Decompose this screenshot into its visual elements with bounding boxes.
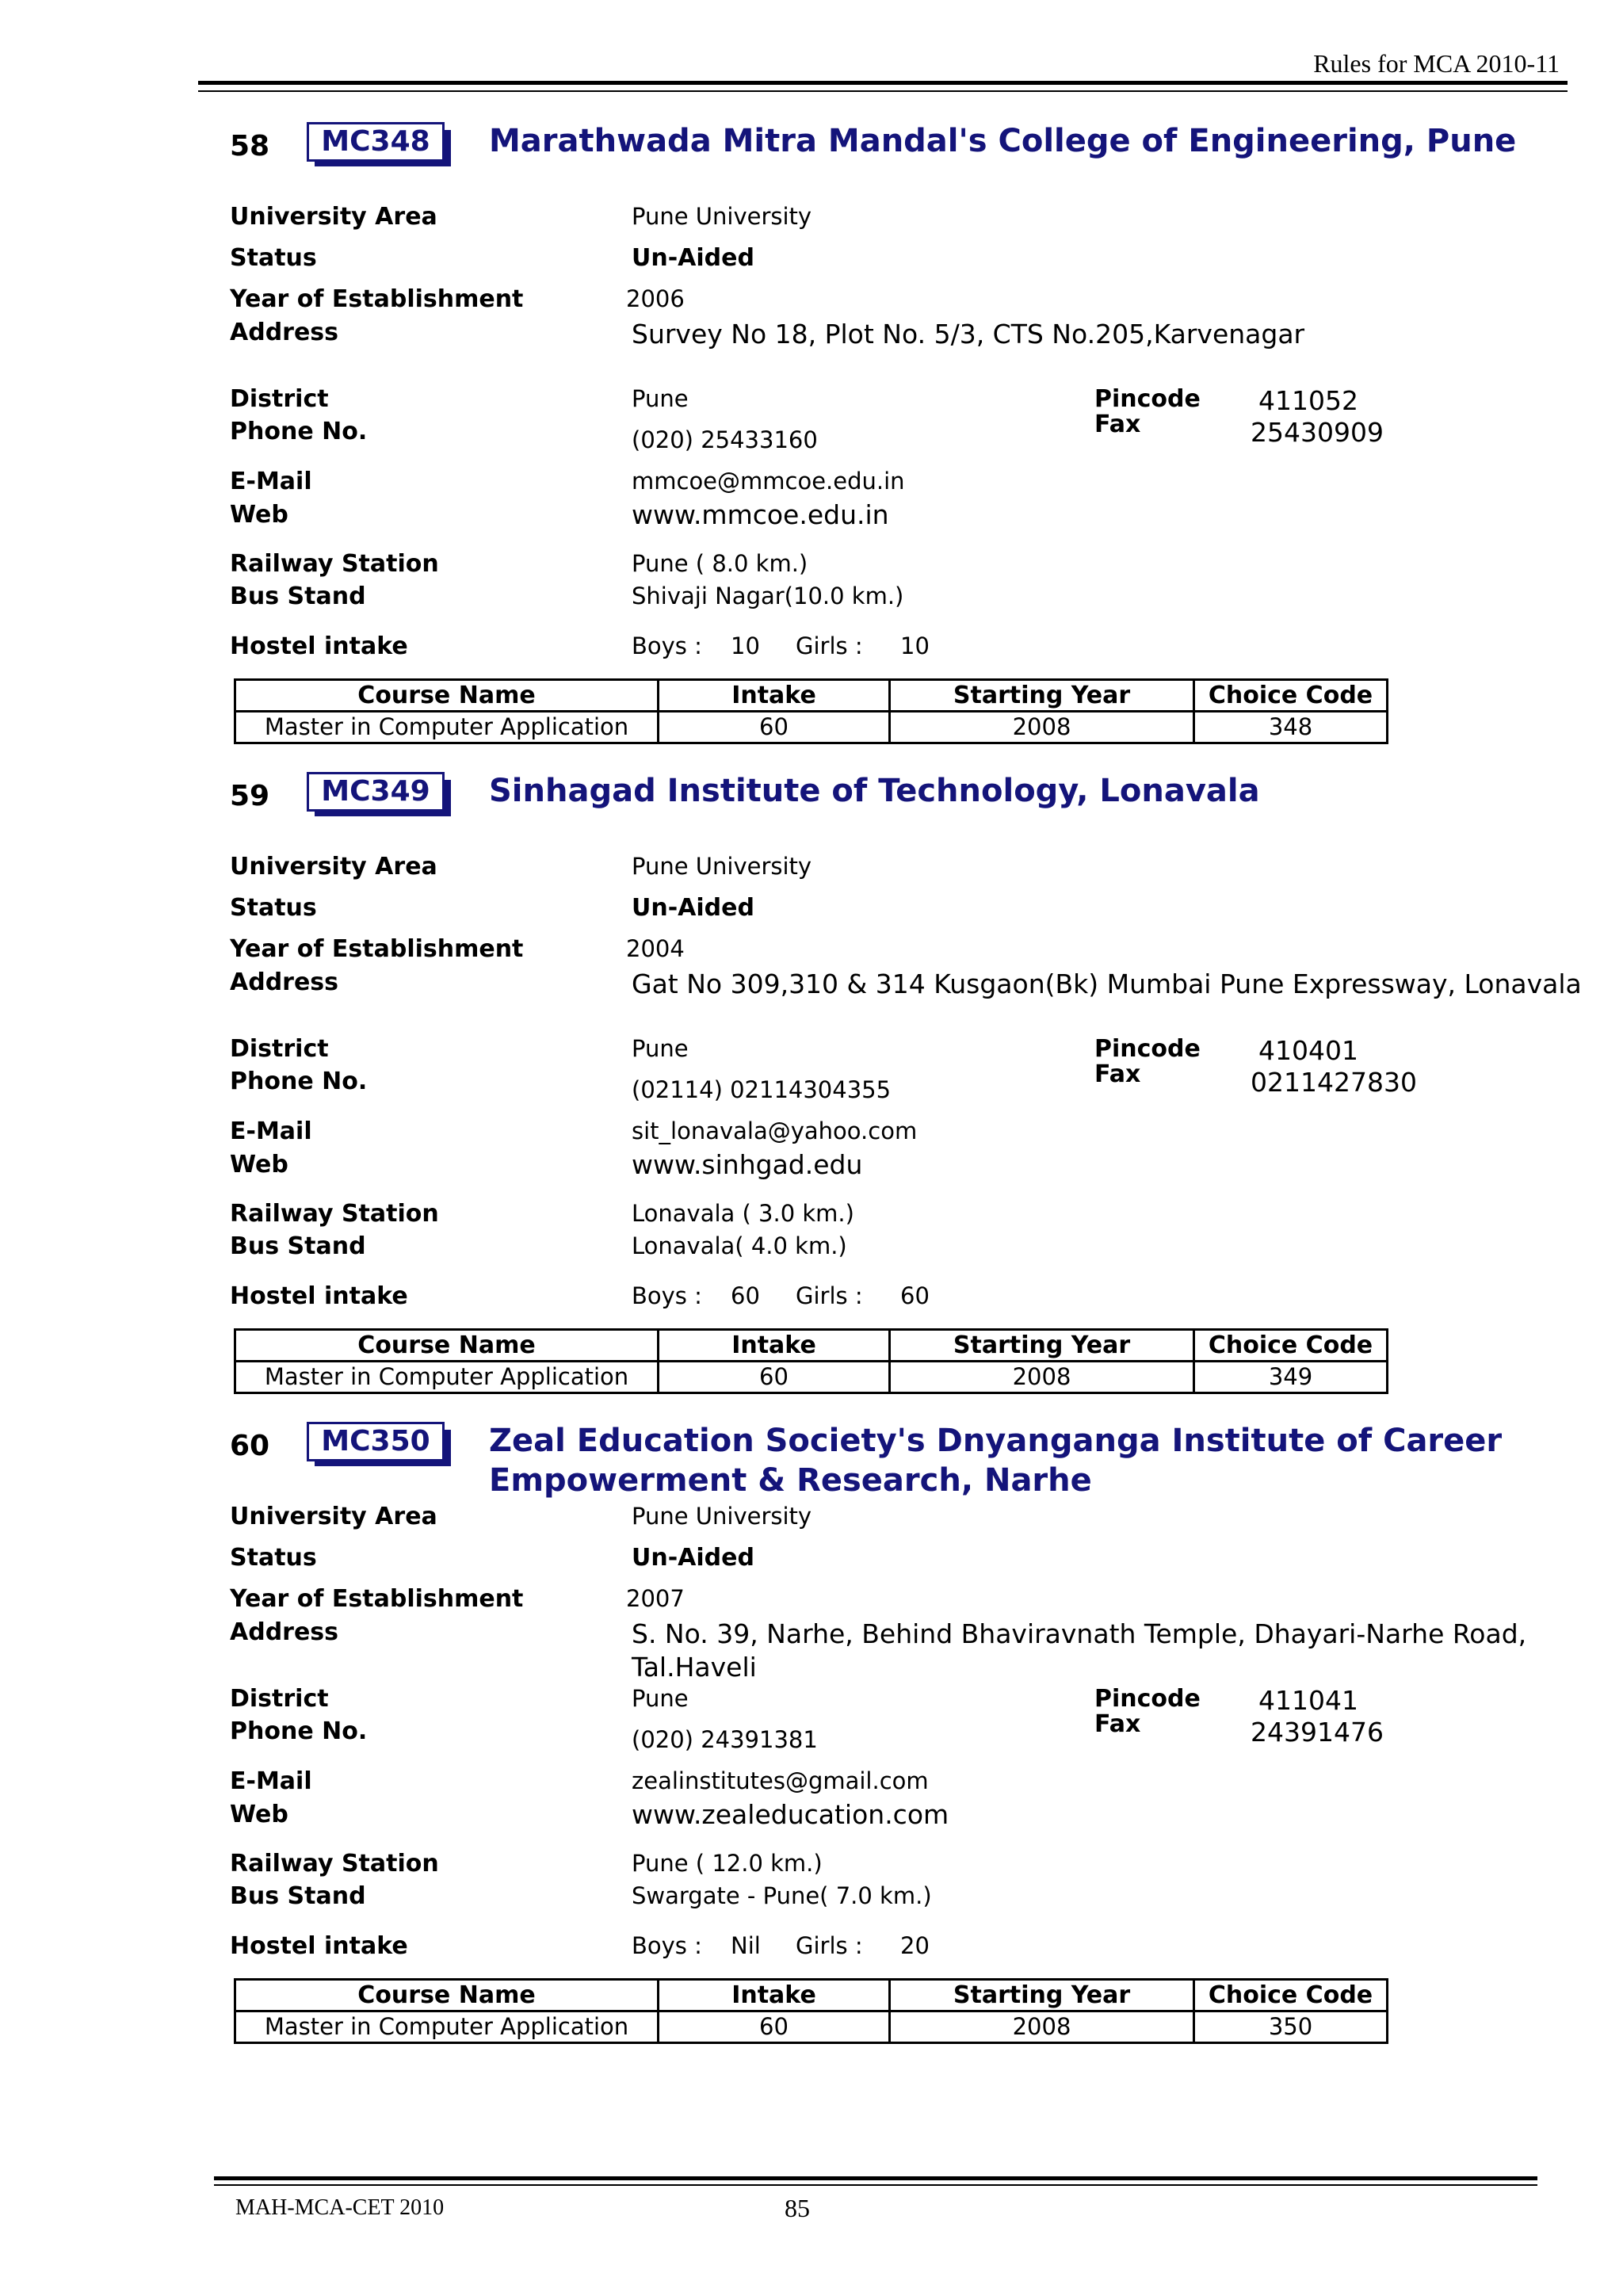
label-pincode: Pincode: [1094, 385, 1201, 413]
boys-value: 10: [731, 632, 760, 659]
college-code-badge: [307, 122, 451, 166]
course-start: 2008: [890, 712, 1194, 743]
college-entry: [0, 0, 1623, 740]
label-district: District: [230, 1035, 329, 1063]
label-address: Address: [230, 319, 339, 346]
course-name: Master in Computer Application: [235, 1362, 659, 1393]
boys-value: Nil: [731, 1932, 761, 1959]
railway-value: Pune ( 12.0 km.): [632, 1850, 823, 1877]
running-header: Rules for MCA 2010-11: [1313, 49, 1560, 78]
label-status: Status: [230, 894, 317, 922]
course-table: [234, 1978, 1388, 2044]
girls-value: 60: [900, 1282, 930, 1309]
label-hostel: Hostel intake: [230, 632, 408, 660]
label-university-area: University Area: [230, 853, 437, 881]
table-header-row: [235, 1980, 1388, 2011]
label-pincode: Pincode: [1094, 1035, 1201, 1063]
railway-value: Pune ( 8.0 km.): [632, 550, 808, 577]
address-line-1: S. No. 39, Narhe, Behind Bhaviravnath Temple, Dhayari-Narhe Road,: [632, 1618, 1527, 1649]
college-entry: [0, 650, 1623, 1390]
label-fax: Fax: [1094, 1710, 1141, 1738]
label-hostel: Hostel intake: [230, 1932, 408, 1960]
address-line-2: Tal.Haveli: [632, 1652, 757, 1683]
page-number: 85: [785, 2194, 810, 2222]
label-status: Status: [230, 244, 317, 272]
label-bus: Bus Stand: [230, 1882, 366, 1910]
email-value: zealinstitutes@gmail.com: [632, 1767, 929, 1794]
header-starting-year: Starting Year: [890, 1330, 1194, 1362]
header-choice-code: Choice Code: [1194, 1980, 1388, 2011]
status-value: Un-Aided: [632, 894, 754, 922]
fax-value: 0211427830: [1251, 1067, 1417, 1098]
label-railway: Railway Station: [230, 550, 439, 578]
pincode-value: 410401: [1258, 1035, 1358, 1066]
label-year: Year of Establishment: [230, 1585, 524, 1613]
label-railway: Railway Station: [230, 1200, 439, 1228]
label-email: E-Mail: [230, 1767, 312, 1795]
university-area-value: Pune University: [632, 203, 812, 230]
address-line-1: Gat No 309,310 & 314 Kusgaon(Bk) Mumbai Pune Expressway, Lonavala: [632, 968, 1582, 999]
boys-value: 60: [731, 1282, 760, 1309]
college-name-line-2: Empowerment & Research, Narhe: [489, 1462, 1092, 1499]
label-phone: Phone No.: [230, 418, 368, 445]
footer-rule-thick: [214, 2176, 1537, 2180]
label-year: Year of Establishment: [230, 285, 524, 313]
label-year: Year of Establishment: [230, 935, 524, 963]
label-phone: Phone No.: [230, 1068, 368, 1095]
header-starting-year: Starting Year: [890, 680, 1194, 712]
course-name: Master in Computer Application: [235, 712, 659, 743]
railway-value: Lonavala ( 3.0 km.): [632, 1200, 854, 1227]
web-value: www.mmcoe.edu.in: [632, 499, 889, 530]
entry-number: 59: [230, 780, 270, 812]
girls-value: 10: [900, 632, 930, 659]
year-value: 2007: [626, 1585, 685, 1612]
label-boys: Boys :: [632, 1932, 702, 1959]
footer-rule-thin: [214, 2184, 1537, 2186]
label-address: Address: [230, 1618, 339, 1646]
label-university-area: University Area: [230, 1503, 437, 1530]
header-choice-code: Choice Code: [1194, 680, 1388, 712]
college-code: MC350: [307, 1422, 445, 1461]
year-value: 2004: [626, 935, 685, 962]
label-web: Web: [230, 501, 288, 529]
label-hostel: Hostel intake: [230, 1282, 408, 1310]
label-fax: Fax: [1094, 411, 1141, 438]
email-value: mmcoe@mmcoe.edu.in: [632, 468, 905, 495]
district-value: Pune: [632, 1035, 689, 1062]
label-address: Address: [230, 968, 339, 996]
phone-value: (02114) 02114304355: [632, 1076, 892, 1103]
label-girls: Girls :: [796, 632, 863, 659]
header-choice-code: Choice Code: [1194, 1330, 1388, 1362]
address-line-1: Survey No 18, Plot No. 5/3, CTS No.205,Karvenagar: [632, 319, 1305, 350]
course-intake: 60: [659, 1362, 890, 1393]
header-intake: Intake: [659, 1330, 890, 1362]
label-boys: Boys :: [632, 632, 702, 659]
university-area-value: Pune University: [632, 853, 812, 880]
header-course-name: Course Name: [235, 1980, 659, 2011]
district-value: Pune: [632, 385, 689, 412]
bus-value: Swargate - Pune( 7.0 km.): [632, 1882, 932, 1909]
header-intake: Intake: [659, 1980, 890, 2011]
header-course-name: Course Name: [235, 680, 659, 712]
label-pincode: Pincode: [1094, 1685, 1201, 1713]
footer-exam-name: MAH-MCA-CET 2010: [235, 2195, 445, 2220]
college-entry: [0, 1300, 1623, 2040]
course-choice: 348: [1194, 712, 1388, 743]
status-value: Un-Aided: [632, 1544, 754, 1572]
pincode-value: 411052: [1258, 385, 1358, 416]
label-girls: Girls :: [796, 1932, 863, 1959]
college-code: MC349: [307, 772, 445, 812]
status-value: Un-Aided: [632, 244, 754, 272]
entry-number: 58: [230, 130, 270, 162]
college-name-line-1: Marathwada Mitra Mandal's College of Engineering, Pune: [489, 123, 1517, 159]
label-district: District: [230, 385, 329, 413]
course-intake: 60: [659, 2011, 890, 2043]
header-starting-year: Starting Year: [890, 1980, 1194, 2011]
label-boys: Boys :: [632, 1282, 702, 1309]
course-start: 2008: [890, 1362, 1194, 1393]
label-fax: Fax: [1094, 1060, 1141, 1088]
university-area-value: Pune University: [632, 1503, 812, 1530]
label-web: Web: [230, 1801, 288, 1828]
email-value: sit_lonavala@yahoo.com: [632, 1117, 918, 1144]
label-district: District: [230, 1685, 329, 1713]
table-row: [235, 2011, 1388, 2043]
phone-value: (020) 25433160: [632, 426, 818, 453]
label-email: E-Mail: [230, 1117, 312, 1145]
header-intake: Intake: [659, 680, 890, 712]
web-value: www.sinhgad.edu: [632, 1149, 863, 1180]
pincode-value: 411041: [1258, 1685, 1358, 1716]
course-choice: 350: [1194, 2011, 1388, 2043]
label-university-area: University Area: [230, 203, 437, 231]
label-girls: Girls :: [796, 1282, 863, 1309]
college-code-badge: [307, 772, 451, 816]
label-bus: Bus Stand: [230, 583, 366, 610]
label-email: E-Mail: [230, 468, 312, 495]
district-value: Pune: [632, 1685, 689, 1712]
fax-value: 24391476: [1251, 1717, 1384, 1748]
bus-value: Lonavala( 4.0 km.): [632, 1232, 847, 1259]
course-start: 2008: [890, 2011, 1194, 2043]
course-intake: 60: [659, 712, 890, 743]
girls-value: 20: [900, 1932, 930, 1959]
year-value: 2006: [626, 285, 685, 312]
fax-value: 25430909: [1251, 417, 1384, 448]
label-status: Status: [230, 1544, 317, 1572]
college-code: MC348: [307, 122, 445, 162]
phone-value: (020) 24391381: [632, 1726, 818, 1753]
course-name: Master in Computer Application: [235, 2011, 659, 2043]
web-value: www.zealeducation.com: [632, 1799, 949, 1830]
bus-value: Shivaji Nagar(10.0 km.): [632, 583, 904, 609]
label-phone: Phone No.: [230, 1717, 368, 1745]
header-course-name: Course Name: [235, 1330, 659, 1362]
course-choice: 349: [1194, 1362, 1388, 1393]
college-name-line-1: Zeal Education Society's Dnyanganga Institute of Career: [489, 1423, 1503, 1459]
college-code-badge: [307, 1422, 451, 1466]
label-railway: Railway Station: [230, 1850, 439, 1878]
label-bus: Bus Stand: [230, 1232, 366, 1260]
entry-number: 60: [230, 1430, 270, 1462]
college-name-line-1: Sinhagad Institute of Technology, Lonavala: [489, 773, 1260, 809]
label-web: Web: [230, 1151, 288, 1179]
